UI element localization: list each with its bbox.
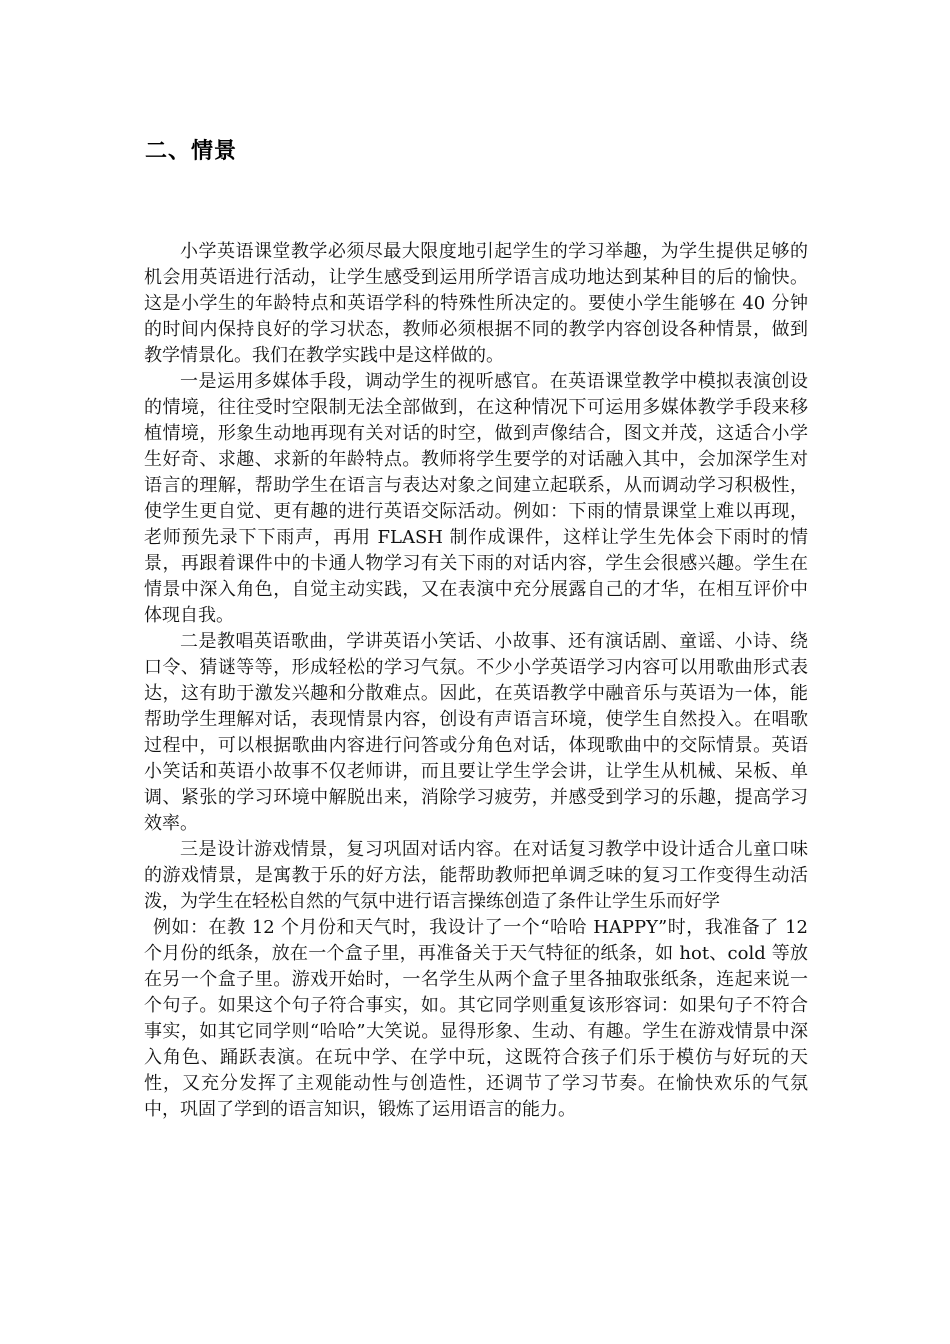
multimedia-paragraph: 一是运用多媒体手段，调动学生的视听感官。在英语课堂教学中模拟表演创设的情境，往往受时空限制无法全部做到，在这种情况下可运用多媒体教学手段来移植情境，形象生动地再现有关对话的时空，做到声像结合，图文并茂，这适合小学生好奇、求趣、求新的年龄特点。教师将学生要学的对话融入其中，会加深学生对语言的理解，帮助学生在语言与表达对象之间建立起联系，从而调动学习积极性，使学生更自觉、更有趣的进行英语交际活动。例如：下雨的情景课堂上难以再现，老师预先录下下雨声，再用 FLASH 制作成课件，这样让学生先体会下雨时的情景，再跟着课件中的卡通人物学习有关下雨的对话内容，学生会很感兴趣。学生在情景中深入角色，自觉主动实践，又在表演中充分展露自己的才华，在相互评价中体现自我。 (144, 371, 808, 626)
document-body (144, 239, 808, 1123)
example-paragraph: 例如：在教 12 个月份和天气时，我设计了一个“哈哈 HAPPY”时，我准备了 12 个月份的纸条，放在一个盒子里，再准备关于天气特征的纸条，如 hot、cold 等放在另一个盒子里。游戏开始时，一名学生从两个盒子里各抽取张纸条，连起来说一个句子。如果这个句子符合事实，如。其它同学则重复该形容词：如果句子不符合事实，如其它同学则“哈哈”大笑说。显得形象、生动、有趣。学生在游戏情景中深入角色、踊跃表演。在玩中学、在学中玩，这既符合孩子们乐于模仿与好玩的天性，又充分发挥了主观能动性与创造性，还调节了学习节奏。在愉快欢乐的气氛中，巩固了学到的语言知识，锻炼了运用语言的能力。 (144, 917, 808, 1120)
section-heading: 二、情景 (145, 139, 238, 164)
songs-paragraph: 二是教唱英语歌曲，学讲英语小笑话、小故事、还有演话剧、童谣、小诗、绕口令、猜谜等等，形成轻松的学习气氛。不少小学英语学习内容可以用歌曲形式表达，这有助于激发兴趣和分散难点。因此，在英语教学中融音乐与英语为一体，能帮助学生理解对话，表现情景内容，创设有声语言环境，使学生自然投入。在唱歌过程中，可以根据歌曲内容进行问答或分角色对话，体现歌曲中的交际情景。英语小笑话和英语小故事不仅老师讲，而且要让学生学会讲，让学生从机械、呆板、单调、紧张的学习环境中解脱出来，消除学习疲劳，并感受到学习的乐趣，提高学习效率。 (144, 631, 808, 834)
games-paragraph: 三是设计游戏情景，复习巩固对话内容。在对话复习教学中设计适合儿童口味的游戏情景，是寓教于乐的好方法，能帮助教师把单调乏味的复习工作变得生动活泼，为学生在轻松自然的气氛中进行语言操练创造了条件让学生乐而好学 (144, 839, 808, 912)
intro-paragraph: 小学英语课堂教学必须尽最大限度地引起学生的学习举趣，为学生提供足够的机会用英语进行活动，让学生感受到运用所学语言成功地达到某种目的后的愉快。这是小学生的年龄特点和英语学科的特殊性所决定的。要使小学生能够在 40 分钟的时间内保持良好的学习状态，教师必须根据不同的教学内容创设各种情景，做到教学情景化。我们在教学实践中是这样做的。 (144, 241, 808, 366)
